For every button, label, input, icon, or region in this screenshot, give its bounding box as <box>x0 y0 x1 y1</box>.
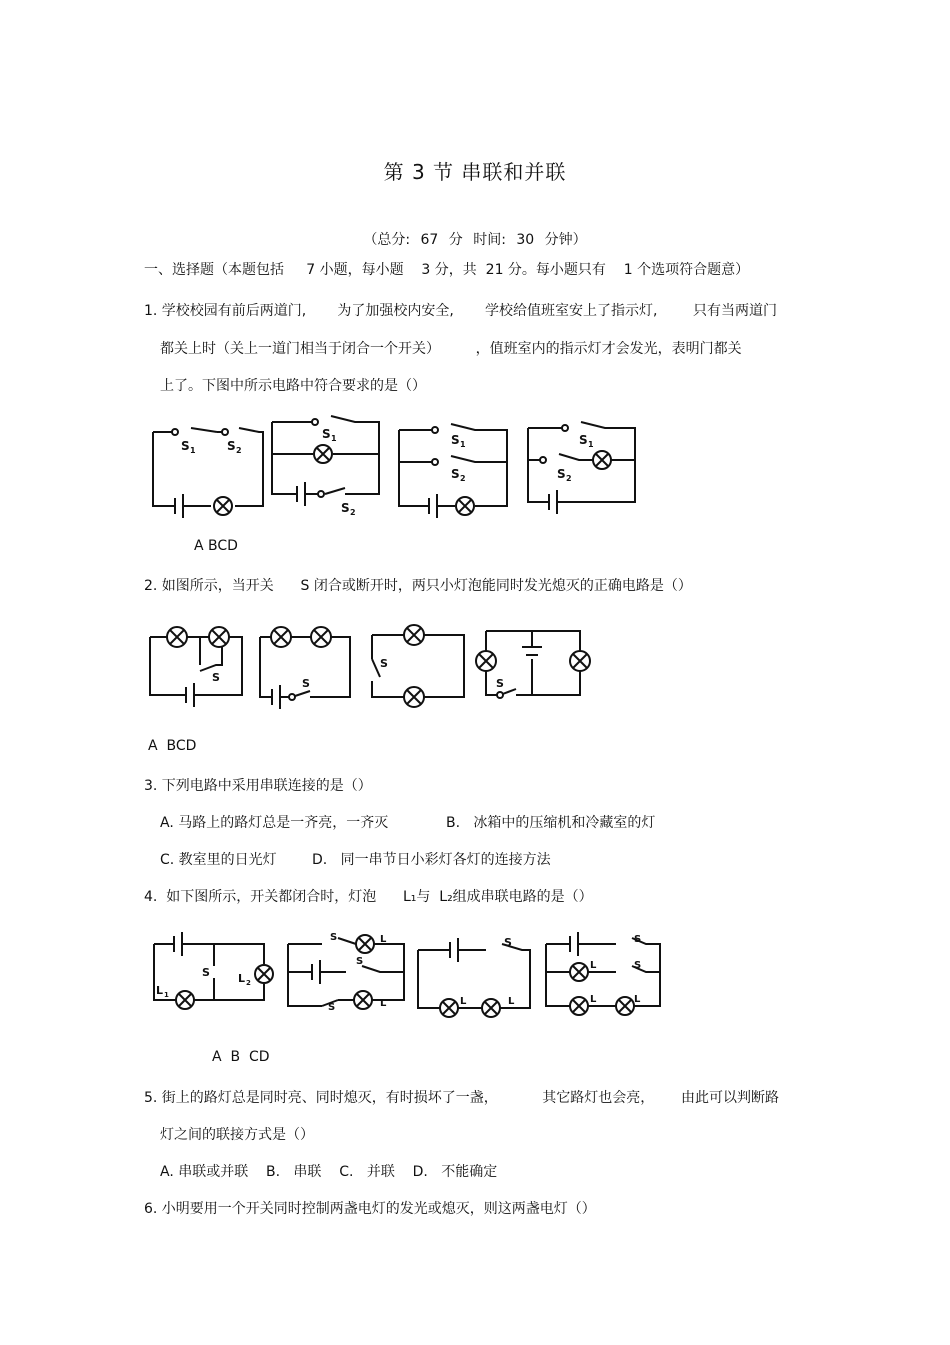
q1-circuit-diagrams <box>145 410 655 520</box>
q4-options: A B CD <box>212 1049 270 1065</box>
svg-text:S: S <box>322 427 331 441</box>
svg-text:S: S <box>356 956 364 967</box>
q3-option-b: B. 冰箱中的压缩机和冷藏室的灯 <box>446 815 656 831</box>
q1-line1: 1. 学校校园有前后两道门, 为了加强校内安全, 学校给值班室安上了指示灯, 只有当两道门 <box>144 303 778 319</box>
q1-circuit-b <box>272 416 379 517</box>
q3-line1: 3. 下列电路中采用串联连接的是（） <box>144 778 372 794</box>
q1-line2: 都关上时（关上一道门相当于闭合一个开关） ，值班室内的指示灯才会发光，表明门都关 <box>160 341 742 357</box>
svg-text:S: S <box>634 934 642 945</box>
q5-line2: 灯之间的联接方式是（） <box>160 1127 314 1143</box>
svg-text:L: L <box>238 972 246 985</box>
svg-text:L: L <box>380 934 387 945</box>
exam-meta: （总分: 67 分 时间: 30 分钟） <box>363 232 587 248</box>
svg-text:S: S <box>504 936 512 949</box>
svg-text:L: L <box>590 994 597 1005</box>
q4-circuit-d <box>546 932 660 1015</box>
svg-text:2: 2 <box>350 508 356 517</box>
q6-line1: 6. 小明要用一个开关同时控制两盏电灯的发光或熄灭，则这两盏电灯（） <box>144 1201 596 1217</box>
q2-circuit-diagrams <box>140 615 595 725</box>
svg-text:S: S <box>202 966 210 979</box>
q4-circuit-diagrams <box>150 928 670 1028</box>
q4-circuit-c <box>418 936 530 1017</box>
svg-text:L: L <box>590 960 597 971</box>
svg-text:2: 2 <box>460 474 466 483</box>
svg-text:2: 2 <box>566 474 572 483</box>
q4-line1: 4. 如下图所示，开关都闭合时，灯泡 L₁与 L₂组成串联电路的是（） <box>144 889 593 905</box>
svg-text:S: S <box>451 433 460 447</box>
q1-circuit-a <box>153 428 263 518</box>
svg-text:L: L <box>156 984 164 997</box>
q5-line1: 5. 街上的路灯总是同时亮、同时熄灭，有时损坏了一盏， 其它路灯也会亮， 由此可以判断路 <box>144 1090 780 1106</box>
svg-text:2: 2 <box>236 446 242 455</box>
q2-circuit-a <box>150 627 242 707</box>
svg-text:S: S <box>634 960 642 971</box>
q3-option-c: C. 教室里的日光灯 <box>160 852 277 868</box>
svg-text:L: L <box>508 996 515 1007</box>
svg-text:S: S <box>496 677 504 690</box>
page-title: 第 3 节 串联和并联 <box>383 160 567 184</box>
q2-options: A BCD <box>148 738 197 754</box>
svg-text:S: S <box>212 671 220 684</box>
svg-text:S: S <box>330 932 338 943</box>
svg-text:S: S <box>328 1002 336 1013</box>
q2-circuit-c <box>372 625 464 707</box>
q1-circuit-d <box>528 422 635 514</box>
svg-text:S: S <box>341 501 350 515</box>
svg-text:S: S <box>579 433 588 447</box>
q4-circuit-b <box>288 932 404 1013</box>
svg-text:L: L <box>634 994 641 1005</box>
q4-circuit-a <box>154 932 273 1009</box>
svg-text:1: 1 <box>331 434 337 443</box>
svg-text:S: S <box>302 677 310 690</box>
svg-text:S: S <box>380 657 388 670</box>
q3-option-d: D. 同一串节日小彩灯各灯的连接方法 <box>312 852 551 868</box>
svg-text:S: S <box>227 439 236 453</box>
q1-line3: 上了。下图中所示电路中符合要求的是（） <box>160 378 426 394</box>
q2-line1: 2. 如图所示，当开关 S 闭合或断开时，两只小灯泡能同时发光熄灭的正确电路是（） <box>144 578 692 594</box>
q2-circuit-b <box>260 627 350 709</box>
svg-text:S: S <box>181 439 190 453</box>
svg-text:1: 1 <box>164 991 169 999</box>
svg-text:1: 1 <box>588 440 594 449</box>
q1-circuit-c <box>399 424 507 518</box>
svg-text:1: 1 <box>460 440 466 449</box>
svg-text:L: L <box>460 996 467 1007</box>
svg-text:L: L <box>380 998 387 1009</box>
svg-text:2: 2 <box>246 979 251 987</box>
section-heading: 一、选择题（本题包括 7 小题，每小题 3 分，共 21 分。每小题只有 1 个选项符合题意） <box>144 262 750 278</box>
q5-options: A. 串联或并联 B. 串联 C. 并联 D. 不能确定 <box>160 1164 498 1180</box>
q3-option-a: A. 马路上的路灯总是一齐亮，一齐灭 <box>160 815 389 831</box>
q2-circuit-d <box>476 631 590 698</box>
svg-text:S: S <box>557 467 566 481</box>
svg-text:S: S <box>451 467 460 481</box>
q1-options: A BCD <box>194 538 238 554</box>
svg-text:1: 1 <box>190 446 196 455</box>
